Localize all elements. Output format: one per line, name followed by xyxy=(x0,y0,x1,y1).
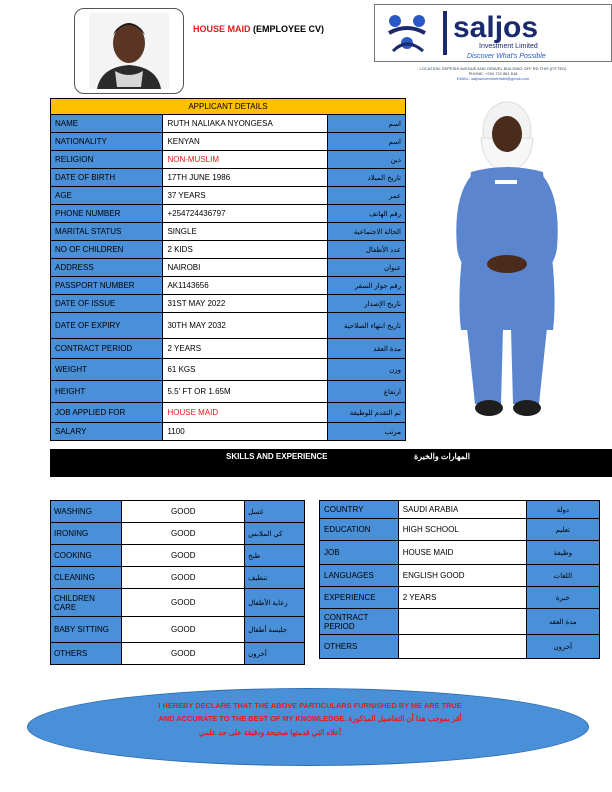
skill-label: BABY SITTING xyxy=(51,617,122,643)
skill-value: GOOD xyxy=(122,617,245,643)
skill-arabic: جليسة أطفال xyxy=(245,617,305,643)
document-title xyxy=(193,24,324,34)
applicant-row xyxy=(51,223,406,241)
experience-row xyxy=(320,541,600,565)
applicant-row-arabic: ارتفاع xyxy=(328,381,406,403)
declaration-line-1: I HEREBY DECLARE THAT THE ABOVE PARTICULARS FURNISHED BY ME ARE TRUE xyxy=(158,701,462,710)
address-line-3: EMAIL: saljosinvestmentsltd@gmail.com xyxy=(456,76,530,81)
skill-label: WASHING xyxy=(51,501,122,523)
applicant-details-table xyxy=(50,98,406,441)
experience-label: JOB xyxy=(320,541,399,565)
address-line-1: LOCATION: SEPESHI AVENUE AND GRAVEL BUILDING OFF RD THIS (FITTED) xyxy=(419,66,567,71)
applicant-row xyxy=(51,115,406,133)
applicant-row-label: PASSPORT NUMBER xyxy=(51,277,163,295)
applicant-row-value: 30TH MAY 2032 xyxy=(163,313,328,339)
skill-row xyxy=(51,567,305,589)
applicant-row-arabic: مرتب xyxy=(328,423,406,441)
applicant-row xyxy=(51,359,406,381)
applicant-row-value: NAIROBI xyxy=(163,259,328,277)
title-rest: (EMPLOYEE CV) xyxy=(250,24,325,34)
experience-value: 2 YEARS xyxy=(398,587,526,609)
applicant-row-arabic: رقم جواز السفر xyxy=(328,277,406,295)
applicant-row-value: 31ST MAY 2022 xyxy=(163,295,328,313)
applicant-row-arabic: تم التقدم للوظيفة xyxy=(328,403,406,423)
logo-sub-text: Investment Limited xyxy=(479,43,538,50)
applicant-row-arabic: دين xyxy=(328,151,406,169)
applicant-row-arabic: عمر xyxy=(328,187,406,205)
skill-value: GOOD xyxy=(122,523,245,545)
applicant-row xyxy=(51,339,406,359)
company-contact xyxy=(380,66,606,81)
applicant-row-arabic: الحالة الاجتماعية xyxy=(328,223,406,241)
skills-title-en: SKILLS AND EXPERIENCE xyxy=(226,452,328,461)
experience-arabic: اللغات xyxy=(526,565,599,587)
applicant-row-value: 2 YEARS xyxy=(163,339,328,359)
applicant-row-value: 37 YEARS xyxy=(163,187,328,205)
applicant-row-label: JOB APPLIED FOR xyxy=(51,403,163,423)
address-line-2: PHONE: +254 722 861 618 xyxy=(468,71,518,76)
skill-value: GOOD xyxy=(122,545,245,567)
applicant-row xyxy=(51,133,406,151)
applicant-portrait-photo xyxy=(74,8,184,94)
experience-label: COUNTRY xyxy=(320,501,399,519)
skills-experience-bar xyxy=(50,449,612,477)
skill-row xyxy=(51,501,305,523)
applicant-row-value: SINGLE xyxy=(163,223,328,241)
applicant-row-value: NON-MUSLIM xyxy=(163,151,328,169)
skill-arabic: رعاية الأطفال xyxy=(245,589,305,617)
applicant-row xyxy=(51,187,406,205)
experience-row xyxy=(320,519,600,541)
applicant-row-value: HOUSE MAID xyxy=(163,403,328,423)
skill-value: GOOD xyxy=(122,567,245,589)
experience-arabic: مدة العقد xyxy=(526,609,599,635)
applicant-row xyxy=(51,295,406,313)
experience-arabic: خبرة xyxy=(526,587,599,609)
applicant-full-photo xyxy=(411,98,605,447)
skill-label: CLEANING xyxy=(51,567,122,589)
skill-label: CHILDREN CARE xyxy=(51,589,122,617)
experience-arabic: وظيفة xyxy=(526,541,599,565)
experience-label: EDUCATION xyxy=(320,519,399,541)
declaration-line-3: أعلاه التي قدمتها صحيحة ودقيقة على حد علمي xyxy=(198,728,342,737)
experience-label: OTHERS xyxy=(320,635,399,659)
applicant-row xyxy=(51,423,406,441)
applicant-row xyxy=(51,169,406,187)
logo-brand-text: saljos xyxy=(453,11,539,44)
experience-row xyxy=(320,501,600,519)
applicant-row-arabic: تاريخ انتهاء الصلاحية xyxy=(328,313,406,339)
experience-value xyxy=(398,635,526,659)
applicant-row-value: 1100 xyxy=(163,423,328,441)
applicant-row xyxy=(51,403,406,423)
experience-value: SAUDI ARABIA xyxy=(398,501,526,519)
skill-value: GOOD xyxy=(122,501,245,523)
skill-value: GOOD xyxy=(122,589,245,617)
experience-arabic: دولة xyxy=(526,501,599,519)
applicant-row-arabic: وزن xyxy=(328,359,406,381)
applicant-row-label: HEIGHT xyxy=(51,381,163,403)
experience-arabic: تعليم xyxy=(526,519,599,541)
applicant-row-label: DATE OF BIRTH xyxy=(51,169,163,187)
applicant-row-label: NATIONALITY xyxy=(51,133,163,151)
applicant-details-header: APPLICANT DETAILS xyxy=(51,99,406,115)
experience-table xyxy=(319,500,600,659)
applicant-row-value: KENYAN xyxy=(163,133,328,151)
skill-row xyxy=(51,643,305,665)
declaration-line-2 xyxy=(80,714,540,723)
skill-row xyxy=(51,589,305,617)
experience-value: HOUSE MAID xyxy=(398,541,526,565)
applicant-row-value: 17TH JUNE 1986 xyxy=(163,169,328,187)
experience-value: HIGH SCHOOL xyxy=(398,519,526,541)
applicant-row-arabic: اسم xyxy=(328,115,406,133)
skills-table xyxy=(50,500,305,665)
experience-arabic: آخرون xyxy=(526,635,599,659)
applicant-row-label: DATE OF ISSUE xyxy=(51,295,163,313)
skill-arabic: غسل xyxy=(245,501,305,523)
applicant-row-arabic: اسم xyxy=(328,133,406,151)
applicant-row-label: AGE xyxy=(51,187,163,205)
skills-title-ar: المهارات والخبرة xyxy=(414,452,470,461)
applicant-row-arabic: رقم الهاتف xyxy=(328,205,406,223)
declaration-line-2-ar: أقر بموجب هذا أن التفاصيل المذكورة xyxy=(348,714,462,723)
applicant-row-label: CONTRACT PERIOD xyxy=(51,339,163,359)
applicant-row-value: +254724436797 xyxy=(163,205,328,223)
applicant-row-label: SALARY xyxy=(51,423,163,441)
experience-value xyxy=(398,609,526,635)
applicant-row xyxy=(51,151,406,169)
skill-arabic: آخرون xyxy=(245,643,305,665)
applicant-row xyxy=(51,381,406,403)
experience-row xyxy=(320,609,600,635)
skill-label: OTHERS xyxy=(51,643,122,665)
skill-arabic: كي الملابس xyxy=(245,523,305,545)
skill-arabic: تنظيف xyxy=(245,567,305,589)
applicant-row-arabic: عنوان xyxy=(328,259,406,277)
company-logo xyxy=(374,4,612,62)
applicant-row-arabic: تاريخ الميلاد xyxy=(328,169,406,187)
skill-value: GOOD xyxy=(122,643,245,665)
skill-label: IRONING xyxy=(51,523,122,545)
skill-arabic: طبخ xyxy=(245,545,305,567)
applicant-row-arabic: عدد الأطفال xyxy=(328,241,406,259)
applicant-row-label: MARITAL STATUS xyxy=(51,223,163,241)
skill-row xyxy=(51,617,305,643)
declaration-line-2-en: AND ACCURATE TO THE BEST OF MY KNOWLEDGE. xyxy=(158,714,347,723)
experience-value: ENGLISH GOOD xyxy=(398,565,526,587)
skill-label: COOKING xyxy=(51,545,122,567)
applicant-row-label: RELIGION xyxy=(51,151,163,169)
applicant-row xyxy=(51,259,406,277)
applicant-row-arabic: تاريخ الإصدار xyxy=(328,295,406,313)
applicant-row-label: ADDRESS xyxy=(51,259,163,277)
applicant-row-label: NAME xyxy=(51,115,163,133)
skill-row xyxy=(51,545,305,567)
applicant-row xyxy=(51,241,406,259)
applicant-row-value: 61 KGS xyxy=(163,359,328,381)
applicant-row-label: PHONE NUMBER xyxy=(51,205,163,223)
applicant-row xyxy=(51,313,406,339)
experience-row xyxy=(320,587,600,609)
applicant-row xyxy=(51,277,406,295)
applicant-row-label: DATE OF EXPIRY xyxy=(51,313,163,339)
experience-label: CONTRACT PERIOD xyxy=(320,609,399,635)
declaration-ellipse xyxy=(27,688,589,766)
applicant-row-value: RUTH NALIAKA NYONGESA xyxy=(163,115,328,133)
applicant-row-label: WEIGHT xyxy=(51,359,163,381)
experience-label: LANGUAGES xyxy=(320,565,399,587)
applicant-row-value: 2 KIDS xyxy=(163,241,328,259)
applicant-row-label: NO OF CHILDREN xyxy=(51,241,163,259)
logo-tagline-text: Discover What's Possible xyxy=(467,53,546,60)
applicant-row-value: AK1143656 xyxy=(163,277,328,295)
applicant-row xyxy=(51,205,406,223)
title-job: HOUSE MAID xyxy=(193,24,251,34)
applicant-row-arabic: مدة العقد xyxy=(328,339,406,359)
experience-row xyxy=(320,565,600,587)
experience-label: EXPERIENCE xyxy=(320,587,399,609)
skill-row xyxy=(51,523,305,545)
applicant-row-value: 5.5' FT OR 1.65M xyxy=(163,381,328,403)
experience-row xyxy=(320,635,600,659)
